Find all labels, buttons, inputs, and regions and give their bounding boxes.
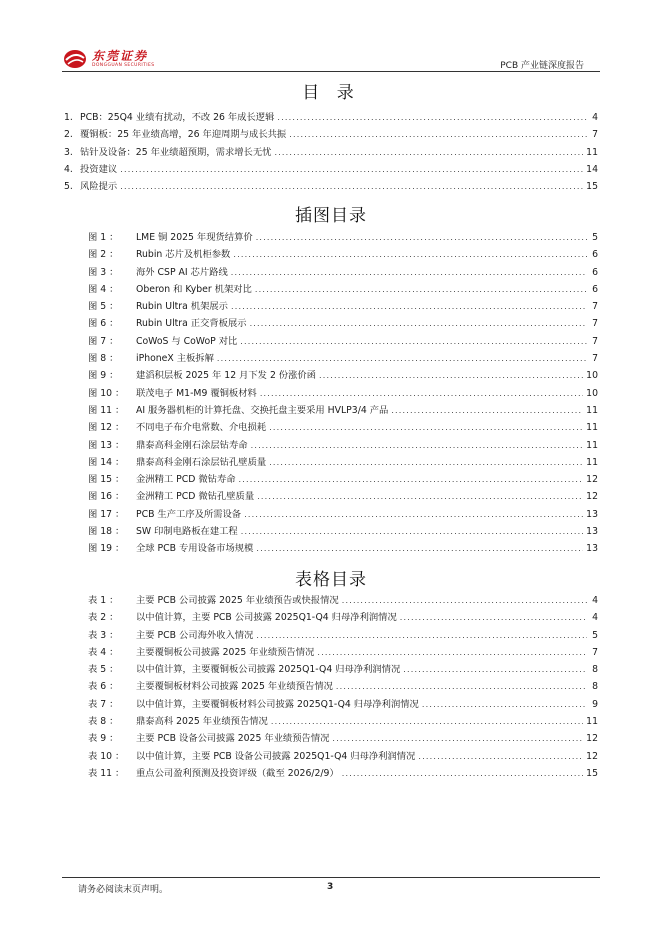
list-entry[interactable] <box>88 246 598 263</box>
entry-label: 图 12 ： <box>88 422 125 434</box>
list-entry[interactable] <box>88 298 598 315</box>
entry-title: 以中值计算，主要 PCB 公司披露 2025Q1-Q4 归母净利润情况 <box>136 612 397 624</box>
entry-title: iPhoneX 主板拆解 <box>136 353 214 365</box>
leader-dots <box>332 734 583 743</box>
list-entry[interactable] <box>88 748 598 765</box>
entry-title: 主要 PCB 公司海外收入情况 <box>136 629 254 641</box>
leader-dots <box>289 130 587 139</box>
leader-dots <box>260 389 583 398</box>
entry-page-number: 13 <box>586 526 598 538</box>
entry-number: 2. <box>64 129 73 141</box>
leader-dots <box>231 302 587 311</box>
entry-page-number: 11 <box>586 422 598 434</box>
entry-label: 图 6 ： <box>88 318 119 330</box>
leader-dots <box>342 596 587 605</box>
leader-dots <box>241 527 583 536</box>
leader-dots <box>256 544 583 553</box>
entry-page-number: 5 <box>592 232 598 243</box>
entry-title: PCB：25Q4 业绩有扰动，不改 26 年成长逻辑 <box>80 112 275 123</box>
entry-label: 图 10 ： <box>88 387 125 399</box>
list-entry[interactable] <box>88 264 598 281</box>
leader-dots <box>244 510 583 519</box>
leader-dots <box>418 752 583 761</box>
toc-entry[interactable] <box>64 126 598 143</box>
entry-label: 表 3 ： <box>88 629 119 641</box>
entry-title: 鼎泰高科 2025 年业绩预告情况 <box>136 716 268 728</box>
leader-dots <box>251 441 584 450</box>
leader-dots <box>240 337 587 346</box>
list-entry[interactable] <box>88 454 598 471</box>
entry-label: 图 2 ： <box>88 249 119 261</box>
list-entry[interactable] <box>88 540 598 557</box>
entry-page-number: 7 <box>592 318 598 330</box>
brand-logo <box>62 47 154 71</box>
figure-list-title: 插图目录 <box>295 206 367 226</box>
leader-dots <box>250 319 587 328</box>
list-entry[interactable] <box>88 471 598 488</box>
entry-title: 联茂电子 M1-M9 覆铜板材料 <box>136 387 257 399</box>
entry-label: 图 11 ： <box>88 404 125 416</box>
entry-title: 以中值计算，主要 PCB 设备公司披露 2025Q1-Q4 归母净利润情况 <box>136 750 416 762</box>
entry-page-number: 4 <box>592 112 598 123</box>
list-entry[interactable] <box>88 350 598 367</box>
entry-title: Rubin Ultra 正交背板展示 <box>136 318 247 330</box>
entry-label: 图 13 ： <box>88 439 125 451</box>
leader-dots <box>317 648 587 657</box>
entry-page-number: 7 <box>592 646 598 658</box>
entry-title: 建滔积层板 2025 年 12 月下发 2 份涨价函 <box>136 370 316 382</box>
list-entry[interactable] <box>88 419 598 436</box>
entry-title: 钻针及设备：25 年业绩超预期，需求增长无忧 <box>80 146 272 158</box>
entry-page-number: 7 <box>592 301 598 313</box>
entry-label: 表 7 ： <box>88 698 119 710</box>
leader-dots <box>217 354 587 363</box>
entry-page-number: 6 <box>592 266 598 278</box>
leader-dots <box>342 769 583 778</box>
entry-label: 表 8 ： <box>88 716 119 728</box>
list-entry[interactable] <box>88 437 598 454</box>
leader-dots <box>391 406 583 415</box>
entry-number: 4. <box>64 163 73 175</box>
list-entry[interactable] <box>88 592 598 609</box>
list-entry[interactable] <box>88 385 598 402</box>
entry-label: 表 1 ： <box>88 595 119 606</box>
leader-dots <box>269 458 583 467</box>
toc-entry[interactable] <box>64 161 598 178</box>
entry-title: LME 铜 2025 年现货结算价 <box>136 232 253 243</box>
list-entry[interactable] <box>88 506 598 523</box>
entry-title: Rubin Ultra 机架展示 <box>136 301 228 313</box>
leader-dots <box>271 717 583 726</box>
entry-label: 图 16 ： <box>88 491 125 503</box>
entry-label: 图 15 ： <box>88 474 125 486</box>
entry-number: 1. <box>64 112 73 123</box>
entry-title: 鼎泰高科金刚石涂层钻寿命 <box>136 439 248 451</box>
list-entry[interactable] <box>88 678 598 695</box>
list-entry[interactable] <box>88 367 598 384</box>
entry-label: 表 5 ： <box>88 664 119 676</box>
entry-label: 表 9 ： <box>88 733 119 745</box>
toc-entry[interactable] <box>64 109 598 126</box>
entry-page-number: 8 <box>592 664 598 676</box>
entry-title: 主要覆铜板公司披露 2025 年业绩预告情况 <box>136 646 315 658</box>
entry-title: 主要 PCB 公司披露 2025 年业绩预告或快报情况 <box>136 595 339 606</box>
entry-title: 全球 PCB 专用设备市场规模 <box>136 543 254 555</box>
list-entry[interactable] <box>88 713 598 730</box>
entry-page-number: 6 <box>592 283 598 295</box>
brand-name-cn: 东莞证券 <box>92 48 149 63</box>
entry-label: 图 3 ： <box>88 266 119 278</box>
leader-dots <box>231 268 587 277</box>
entry-label: 图 1 ： <box>88 232 119 243</box>
entry-title: 海外 CSP AI 芯片路线 <box>136 266 228 278</box>
footer-divider <box>62 877 600 878</box>
disclaimer-note: 请务必阅读末页声明。 <box>78 885 169 895</box>
entry-title: Oberon 和 Kyber 机架对比 <box>136 283 252 295</box>
entry-title: 主要覆铜板材料公司披露 2025 年业绩预告情况 <box>136 681 333 693</box>
list-entry[interactable] <box>88 229 598 246</box>
entry-page-number: 11 <box>586 146 598 158</box>
list-entry[interactable] <box>88 281 598 298</box>
entry-page-number: 13 <box>586 508 598 520</box>
entry-title: 主要 PCB 设备公司披露 2025 年业绩预告情况 <box>136 733 330 745</box>
entry-title: 以中值计算，主要覆铜板材料公司披露 2025Q1-Q4 归母净利润情况 <box>136 698 419 710</box>
list-entry[interactable] <box>88 333 598 350</box>
leader-dots <box>256 233 587 242</box>
entry-title: 金洲精工 PCD 微钻寿命 <box>136 474 236 486</box>
leader-dots <box>422 700 587 709</box>
entry-number: 5. <box>64 181 73 193</box>
entry-title: 投资建议 <box>80 163 118 175</box>
leader-dots <box>319 371 583 380</box>
entry-label: 图 4 ： <box>88 283 119 295</box>
leader-dots <box>257 492 583 501</box>
list-entry[interactable] <box>88 609 598 626</box>
list-entry[interactable] <box>88 765 598 782</box>
toc-list <box>64 109 598 195</box>
entry-label: 表 4 ： <box>88 646 119 658</box>
list-entry[interactable] <box>88 644 598 661</box>
entry-label: 图 7 ： <box>88 335 119 347</box>
entry-label: 图 5 ： <box>88 301 119 313</box>
leader-dots <box>120 182 583 191</box>
entry-page-number: 15 <box>586 767 598 779</box>
entry-page-number: 12 <box>586 474 598 486</box>
entry-page-number: 11 <box>586 404 598 416</box>
list-entry[interactable] <box>88 696 598 713</box>
entry-title: 覆铜板：25 年业绩高增，26 年迎周期与成长共振 <box>80 129 287 141</box>
entry-title: 不同电子布介电常数、介电损耗 <box>136 422 267 434</box>
list-entry[interactable] <box>88 402 598 419</box>
entry-page-number: 13 <box>586 543 598 555</box>
entry-title: SW 印制电路板在建工程 <box>136 526 238 538</box>
entry-page-number: 11 <box>586 716 598 728</box>
entry-number: 3. <box>64 146 73 158</box>
entry-page-number: 5 <box>592 629 598 641</box>
leader-dots <box>336 682 587 691</box>
entry-page-number: 7 <box>592 335 598 347</box>
header-divider <box>62 71 600 72</box>
entry-label: 表 6 ： <box>88 681 119 693</box>
leader-dots <box>269 423 583 432</box>
entry-page-number: 12 <box>586 750 598 762</box>
entry-label: 图 14 ： <box>88 456 125 468</box>
table-list <box>88 592 598 782</box>
list-entry[interactable] <box>88 627 598 644</box>
entry-label: 图 19 ： <box>88 543 125 555</box>
entry-title: 鼎泰高科金刚石涂层钻孔壁质量 <box>136 456 267 468</box>
entry-page-number: 8 <box>592 681 598 693</box>
entry-title: 金洲精工 PCD 微钻孔壁质量 <box>136 491 255 503</box>
entry-page-number: 12 <box>586 491 598 503</box>
leader-dots <box>233 250 587 259</box>
entry-page-number: 10 <box>586 387 598 399</box>
entry-page-number: 6 <box>592 249 598 261</box>
entry-title: CoWoS 与 CoWoP 对比 <box>136 335 238 347</box>
leader-dots <box>120 165 583 174</box>
list-entry[interactable] <box>88 315 598 332</box>
entry-title: Rubin 芯片及机柜参数 <box>136 249 231 261</box>
entry-label: 图 9 ： <box>88 370 119 382</box>
leader-dots <box>274 148 583 157</box>
toc-title: 目 录 <box>302 83 360 103</box>
figure-list <box>88 229 598 558</box>
entry-page-number: 9 <box>592 698 598 710</box>
entry-page-number: 7 <box>592 353 598 365</box>
entry-title: AI 服务器机柜的计算托盘、交换托盘主要采用 HVLP3/4 产品 <box>136 404 389 416</box>
list-entry[interactable] <box>88 661 598 678</box>
entry-page-number: 12 <box>586 733 598 745</box>
leader-dots <box>277 113 587 122</box>
entry-page-number: 11 <box>586 456 598 468</box>
entry-page-number: 10 <box>586 370 598 382</box>
table-list-title: 表格目录 <box>295 570 367 590</box>
leader-dots <box>239 475 584 484</box>
page-number: 3 <box>327 882 334 892</box>
entry-title: 重点公司盈利预测及投资评级（截至 2026/2/9） <box>136 767 339 779</box>
entry-label: 图 8 ： <box>88 353 119 365</box>
list-entry[interactable] <box>88 523 598 540</box>
list-entry[interactable] <box>88 730 598 747</box>
leader-dots <box>255 285 587 294</box>
brand-logo-icon <box>62 48 88 70</box>
entry-page-number: 14 <box>586 163 598 175</box>
leader-dots <box>403 665 587 674</box>
entry-page-number: 4 <box>592 612 598 624</box>
entry-page-number: 11 <box>586 439 598 451</box>
entry-page-number: 4 <box>592 595 598 606</box>
report-type-label: PCB 产业链深度报告 <box>500 61 584 71</box>
entry-title: 风险提示 <box>80 181 118 193</box>
leader-dots <box>400 613 587 622</box>
entry-title: PCB 生产工序及所需设备 <box>136 508 242 520</box>
toc-entry[interactable] <box>64 178 598 195</box>
entry-label: 表 2 ： <box>88 612 119 624</box>
entry-label: 图 17 ： <box>88 508 125 520</box>
toc-entry[interactable] <box>64 144 598 161</box>
entry-page-number: 7 <box>592 129 598 141</box>
leader-dots <box>256 631 587 640</box>
brand-name-en: DONGGUAN SECURITIES <box>92 62 155 68</box>
entry-label: 表 10 ： <box>88 750 125 762</box>
entry-label: 表 11 ： <box>88 767 125 779</box>
list-entry[interactable] <box>88 488 598 505</box>
entry-label: 图 18 ： <box>88 526 125 538</box>
entry-page-number: 15 <box>586 181 598 193</box>
entry-title: 以中值计算，主要覆铜板公司披露 2025Q1-Q4 归母净利润情况 <box>136 664 401 676</box>
